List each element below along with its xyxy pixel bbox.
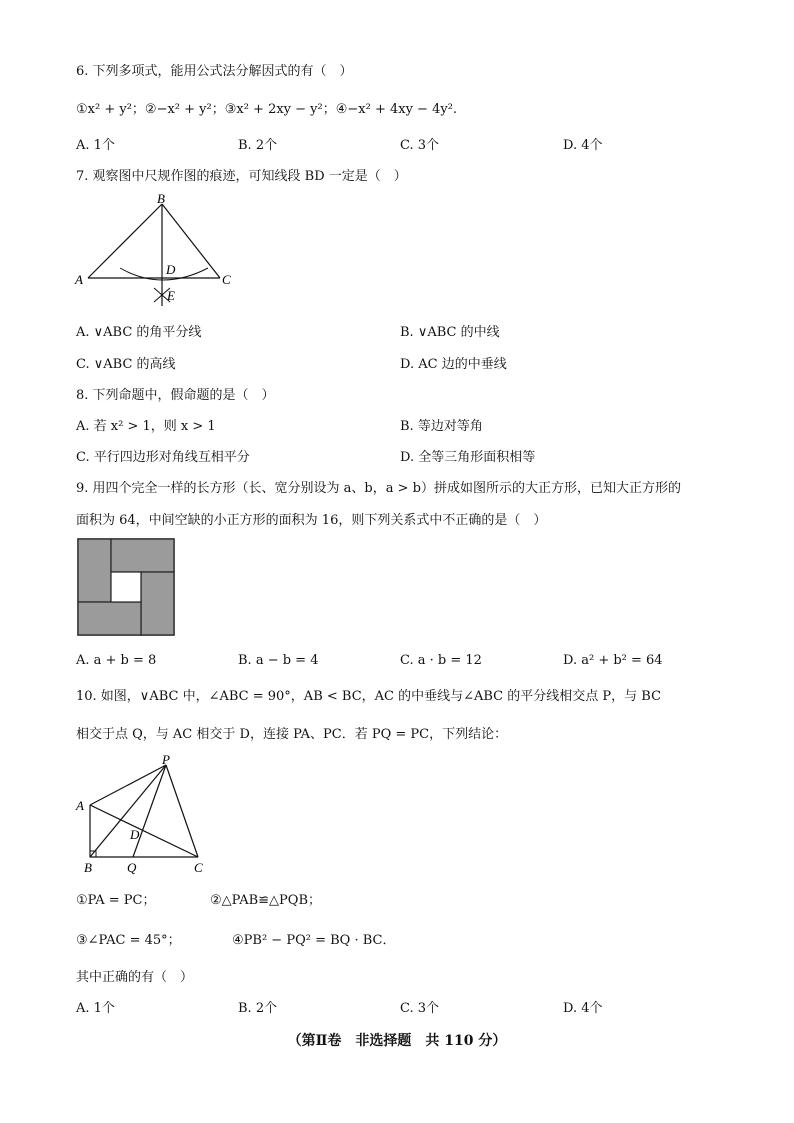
q6-items: ①x² + y²；②−x² + y²；③x² + 2xy − y²；④−x² + 4xy − 4y². <box>76 102 458 117</box>
q6-option-c: C. 3个 <box>400 138 440 153</box>
q9-option-b: B. a − b = 4 <box>238 653 319 668</box>
q10-label-b: B <box>84 860 92 875</box>
q10-label-p: P <box>162 752 170 767</box>
q7-label-e: E <box>167 288 175 303</box>
q10-stem-line1: 10. 如图，∨ABC 中，∠ABC = 90°，AB < BC，AC 的中垂线与∠ABC 的平分线相交点 P，与 BC <box>76 689 662 704</box>
q9-stem-line2: 面积为 64，中间空缺的小正方形的面积为 16，则下列关系式中不正确的是（ ） <box>76 513 547 528</box>
q10-conclusion-2: ②△PAB≌△PQB； <box>210 893 321 908</box>
q7-label-c: C <box>222 272 231 287</box>
q7-option-b: B. ∨ABC 的中线 <box>400 325 500 340</box>
q8-option-b: B. 等边对等角 <box>400 419 483 434</box>
q8-option-c: C. 平行四边形对角线互相平分 <box>76 450 250 465</box>
q9-option-c: C. a · b = 12 <box>400 653 482 668</box>
q7-label-d: D <box>166 262 176 277</box>
q10-option-a: A. 1个 <box>76 1001 115 1016</box>
q10-label-c: C <box>194 860 203 875</box>
q10-correct-prompt: 其中正确的有（ ） <box>76 970 194 985</box>
q10-conclusion-3: ③∠PAC = 45°； <box>76 933 181 948</box>
q8-option-a: A. 若 x² > 1，则 x > 1 <box>76 419 216 434</box>
q9-stem-line1: 9. 用四个完全一样的长方形（长、宽分别设为 a、b，a > b）拼成如图所示的大正方形，已知大正方形的 <box>76 481 681 496</box>
q10-label-q: Q <box>127 860 137 875</box>
q6-option-a: A. 1个 <box>76 138 115 153</box>
q10-label-a: A <box>76 798 84 813</box>
q10-option-c: C. 3个 <box>400 1001 440 1016</box>
q8-stem: 8. 下列命题中，假命题的是（ ） <box>76 388 275 403</box>
q7-stem: 7. 观察图中尺规作图的痕迹，可知线段 BD 一定是（ ） <box>76 169 407 184</box>
q7-option-c: C. ∨ABC 的高线 <box>76 357 176 372</box>
q7-option-a: A. ∨ABC 的角平分线 <box>76 325 202 340</box>
q10-label-d: D <box>130 827 140 842</box>
q6-stem: 6. 下列多项式，能用公式法分解因式的有（ ） <box>76 64 353 79</box>
q10-option-b: B. 2个 <box>238 1001 278 1016</box>
q10-option-d: D. 4个 <box>563 1001 603 1016</box>
q8-option-d: D. 全等三角形面积相等 <box>400 450 536 465</box>
q6-option-b: B. 2个 <box>238 138 278 153</box>
q10-stem-line2: 相交于点 Q，与 AC 相交于 D，连接 PA、PC．若 PQ = PC，下列结论： <box>76 727 508 742</box>
section-title: （第Ⅱ卷 非选择题 共 110 分） <box>287 1033 507 1049</box>
q10-conclusion-4: ④PB² − PQ² = BQ · BC． <box>232 933 396 948</box>
q7-label-a: A <box>75 272 83 287</box>
q6-option-d: D. 4个 <box>563 138 603 153</box>
q9-option-a: A. a + b = 8 <box>76 653 157 668</box>
q7-option-d: D. AC 边的中垂线 <box>400 357 507 372</box>
q7-figure <box>70 192 240 312</box>
q10-conclusion-1: ①PA = PC； <box>76 893 156 908</box>
q7-label-b: B <box>157 192 165 206</box>
q9-option-d: D. a² + b² = 64 <box>563 653 663 668</box>
q9-figure <box>77 538 175 636</box>
q10-figure <box>72 752 222 878</box>
